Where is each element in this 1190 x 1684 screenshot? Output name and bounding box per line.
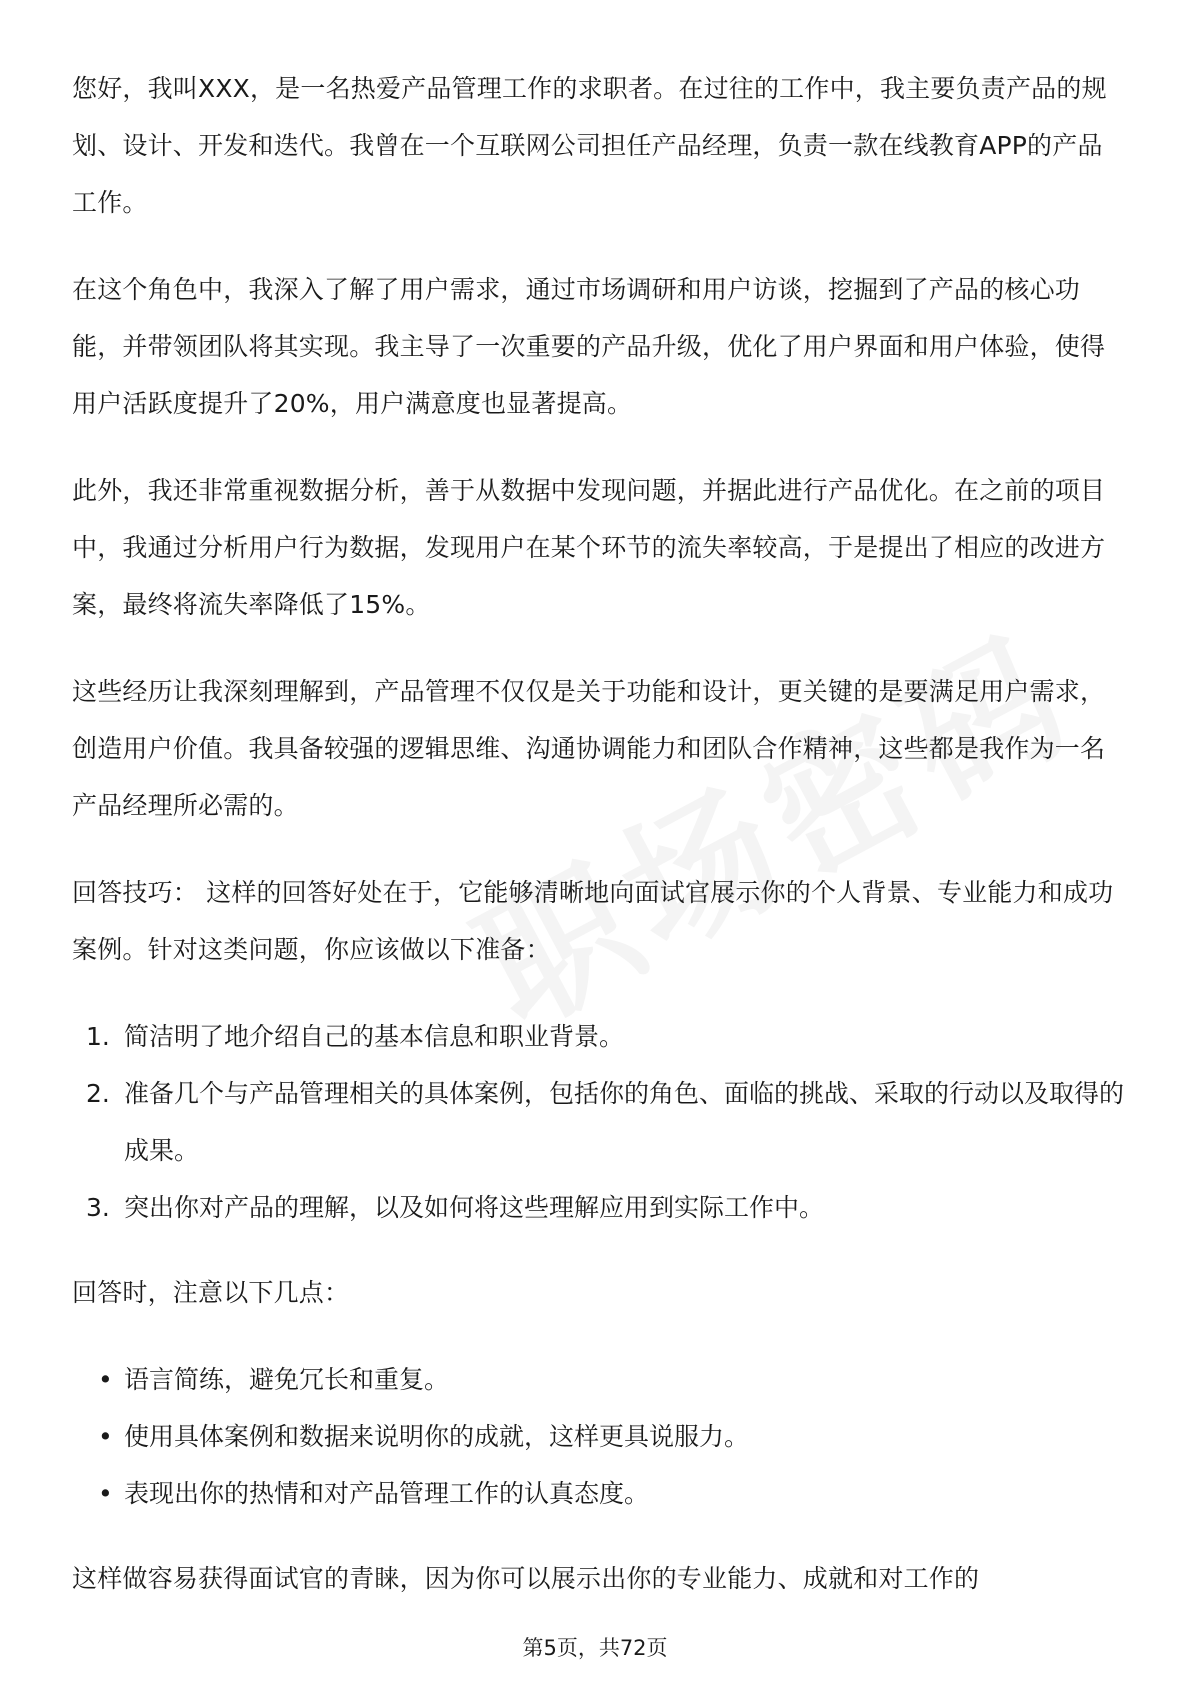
list-item <box>72 1179 1124 1236</box>
list-number: 1. <box>86 1022 110 1051</box>
list-item-text: 简洁明了地介绍自己的基本信息和职业背景。 <box>124 1022 625 1051</box>
bullet-icon: • <box>98 1365 113 1394</box>
paragraph-closing: 这样做容易获得面试官的青睐，因为你可以展示出你的专业能力、成就和对工作的 <box>72 1564 980 1593</box>
paragraph-role: 在这个角色中，我深入了解了用户需求，通过市场调研和用户访谈，挖掘到了产品的核心功能，并带领团队将其实现。我主导了一次重要的产品升级，优化了用户界面和用户体验，使得用户活跃度提升了20%，用户满意度也显著提高。 <box>72 275 1106 418</box>
bullet-icon: • <box>98 1422 113 1451</box>
list-item <box>72 1008 1124 1065</box>
bullet-icon: • <box>98 1479 113 1508</box>
list-number: 2. <box>86 1079 110 1108</box>
list-item-text: 准备几个与产品管理相关的具体案例，包括你的角色、面临的挑战、采取的行动以及取得的成果。 <box>124 1079 1125 1165</box>
notes-list <box>72 1351 1124 1522</box>
list-item-text: 使用具体案例和数据来说明你的成就，这样更具说服力。 <box>124 1422 750 1451</box>
paragraph-answer-tips: 回答技巧： 这样的回答好处在于，它能够清晰地向面试官展示你的个人背景、专业能力和成功案例。针对这类问题，你应该做以下准备： <box>72 878 1114 964</box>
list-item-text: 语言简练，避免冗长和重复。 <box>124 1365 450 1394</box>
list-item-text: 表现出你的热情和对产品管理工作的认真态度。 <box>124 1479 650 1508</box>
paragraph-notes-heading: 回答时，注意以下几点： <box>72 1278 350 1307</box>
list-item <box>72 1351 1124 1408</box>
paragraph-understanding: 这些经历让我深刻理解到，产品管理不仅仅是关于功能和设计，更关键的是要满足用户需求，创造用户价值。我具备较强的逻辑思维、沟通协调能力和团队合作精神，这些都是我作为一名产品经理所必需的。 <box>72 677 1106 820</box>
list-item <box>72 1065 1124 1179</box>
list-number: 3. <box>86 1193 110 1222</box>
list-item-text: 突出你对产品的理解，以及如何将这些理解应用到实际工作中。 <box>124 1193 825 1222</box>
preparation-list <box>72 1008 1124 1236</box>
paragraph-data-analysis: 此外，我还非常重视数据分析，善于从数据中发现问题，并据此进行产品优化。在之前的项目中，我通过分析用户行为数据，发现用户在某个环节的流失率较高，于是提出了相应的改进方案，最终将流失率降低了15%。 <box>72 476 1106 619</box>
list-item <box>72 1408 1124 1465</box>
document-page <box>72 60 1124 1637</box>
paragraph-intro: 您好，我叫XXX，是一名热爱产品管理工作的求职者。在过往的工作中，我主要负责产品的规划、设计、开发和迭代。我曾在一个互联网公司担任产品经理，负责一款在线教育APP的产品工作。 <box>72 74 1107 217</box>
list-item <box>72 1465 1124 1522</box>
page-number: 第5页，共72页 <box>522 1636 668 1660</box>
